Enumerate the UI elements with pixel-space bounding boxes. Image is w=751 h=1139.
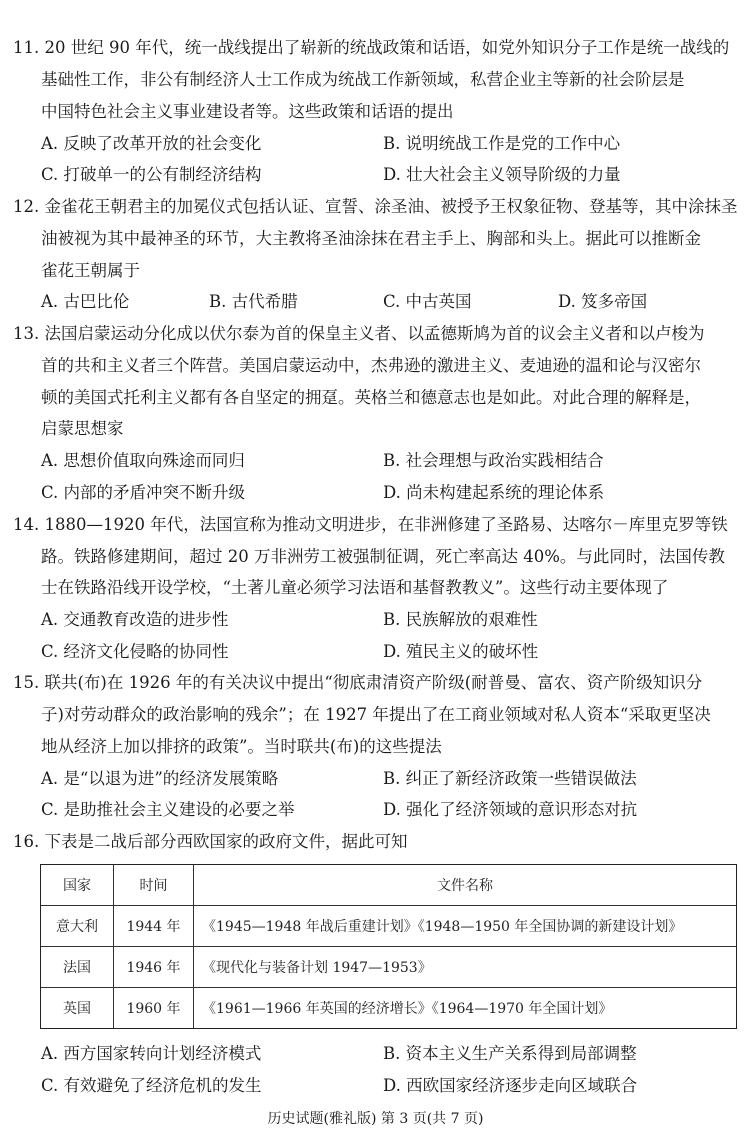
option-d: D. 尚未构建起系统的理论体系 (383, 483, 605, 502)
table-header: 时间 (114, 865, 194, 906)
option-c: C. 内部的矛盾冲突不断升级 (41, 483, 246, 502)
table-cell: 《现代化与装备计划 1947—1953》 (194, 947, 737, 988)
question-text: 首的共和主义者三个阵营。美国启蒙运动中，杰弗逊的激进主义、麦迪逊的温和论与汉密尔 (41, 356, 701, 375)
question-text: 15. 联共(布)在 1926 年的有关决议中提出“彻底肃清资产阶级(耐普曼、富农、资产阶级知识分 (13, 673, 703, 692)
table-row (41, 988, 737, 1029)
option-b: B. 说明统战工作是党的工作中心 (383, 134, 621, 153)
option-d: D. 西欧国家经济逐步走向区域联合 (383, 1076, 638, 1095)
question-text: 启蒙思想家 (41, 419, 124, 438)
question-text: 路。铁路修建期间，超过 20 万非洲劳工被强制征调，死亡率高达 40%。与此同时，法国传教 (41, 547, 725, 566)
question-text: 油被视为其中最神圣的环节，大主教将圣油涂抹在君主手上、胸部和头上。据此可以推断金 (41, 229, 701, 248)
option-a: A. 思想价值取向殊途而同归 (41, 451, 245, 470)
option-b: B. 社会理想与政治实践相结合 (383, 451, 604, 470)
question-text: 雀花王朝属于 (41, 261, 140, 280)
option-d: D. 笈多帝国 (558, 292, 648, 311)
table-header: 国家 (41, 865, 114, 906)
question-text: 中国特色社会主义事业建设者等。这些政策和话语的提出 (41, 102, 454, 121)
question-text: 14. 1880—1920 年代，法国宣称为推动文明进步，在非洲修建了圣路易、达喀尔－库里克罗等铁 (13, 515, 728, 534)
table-cell: 《1945—1948 年战后重建计划》《1948—1950 年全国协调的新建设计划》 (194, 906, 737, 947)
question-text: 顿的美国式托利主义都有各自坚定的拥趸。英格兰和德意志也是如此。对此合理的解释是， (41, 388, 701, 407)
option-c: C. 打破单一的公有制经济结构 (41, 165, 262, 184)
table-header-row (41, 865, 737, 906)
question-text: 11. 20 世纪 90 年代，统一战线提出了崭新的统战政策和话语，如党外知识分子工作是统一战线的 (13, 38, 730, 57)
table-cell: 《1961—1966 年英国的经济增长》《1964—1970 年全国计划》 (194, 988, 737, 1029)
option-a: A. 西方国家转向计划经济模式 (41, 1044, 262, 1063)
table-cell: 意大利 (41, 906, 114, 947)
question-text: 基础性工作，非公有制经济人士工作成为统战工作新领域，私营企业主等新的社会阶层是 (41, 70, 685, 89)
table-cell: 1944 年 (114, 906, 194, 947)
option-b: B. 纠正了新经济政策一些错误做法 (383, 769, 637, 788)
option-c: C. 中古英国 (383, 292, 472, 311)
table-cell: 1946 年 (114, 947, 194, 988)
question-text: 地从经济上加以排挤的政策”。当时联共(布)的这些提法 (41, 737, 442, 756)
question-text: 12. 金雀花王朝君主的加冕仪式包括认证、宣誓、涂圣油、被授予王权象征物、登基等，其中涂抹圣 (13, 197, 738, 216)
table-cell: 1960 年 (114, 988, 194, 1029)
option-c: C. 经济文化侵略的协同性 (41, 642, 229, 661)
policy-table (40, 864, 737, 1029)
question-text: 16. 下表是二战后部分西欧国家的政府文件，据此可知 (13, 832, 408, 851)
table-cell: 法国 (41, 947, 114, 988)
option-d: D. 殖民主义的破坏性 (383, 642, 539, 661)
option-d: D. 强化了经济领域的意识形态对抗 (383, 800, 638, 819)
option-d: D. 壮大社会主义领导阶级的力量 (383, 165, 621, 184)
option-b: B. 民族解放的艰难性 (383, 610, 538, 629)
page-footer: 历史试题(雅礼版) 第 3 页(共 7 页) (267, 1111, 484, 1127)
option-c: C. 是助推社会主义建设的必要之举 (41, 800, 295, 819)
option-a: A. 古巴比伦 (41, 292, 130, 311)
table-row (41, 906, 737, 947)
option-a: A. 交通教育改造的进步性 (41, 610, 229, 629)
question-text: 子)对劳动群众的政治影响的残余”；在 1927 年提出了在工商业领域对私人资本“采取更坚决 (41, 705, 711, 724)
table-cell: 英国 (41, 988, 114, 1029)
option-a: A. 反映了改革开放的社会变化 (41, 134, 262, 153)
option-a: A. 是“以退为进”的经济发展策略 (41, 769, 279, 788)
option-b: B. 资本主义生产关系得到局部调整 (383, 1044, 637, 1063)
table-header: 文件名称 (194, 865, 737, 906)
option-b: B. 古代希腊 (209, 292, 298, 311)
option-c: C. 有效避免了经济危机的发生 (41, 1076, 262, 1095)
question-text: 13. 法国启蒙运动分化成以伏尔泰为首的保皇主义者、以孟德斯鸠为首的议会主义者和以卢梭为 (13, 324, 705, 343)
question-text: 士在铁路沿线开设学校，“土著儿童必须学习法语和基督教教义”。这些行动主要体现了 (41, 578, 669, 597)
table-row (41, 947, 737, 988)
